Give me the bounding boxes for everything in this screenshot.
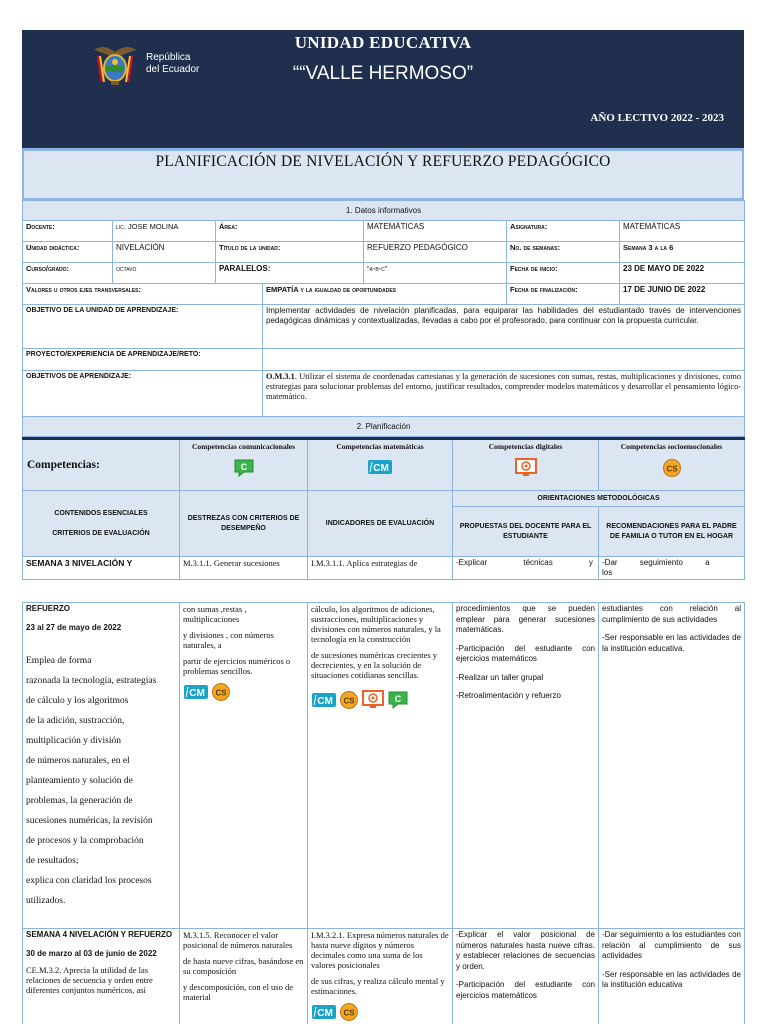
matematica-icon [183,683,209,701]
competencia-comunicacional [180,439,308,491]
competencia-matematica [308,439,453,491]
criterio-line: de números naturales, en el [26,756,130,766]
republic-line-2: del Ecuador [146,64,200,75]
week3-destreza-b2: y divisiones , con números naturales, a [183,630,274,650]
matematica-icon [311,691,337,709]
school-header [22,30,744,148]
col-destrezas: DESTREZAS CON CRITERIOS DE DESEMPEÑO [180,491,308,557]
matematica-icon [367,458,393,476]
criterio-line: explica con claridad los procesos [26,876,152,886]
competencia-digital-label: Competencias digitales [488,442,563,451]
week4-destreza-2: de hasta nueve cifras, basándose en su composición [183,956,304,976]
week3-title-a: SEMANA 3 NIVELACIÓN Y [23,557,180,580]
week3-title-b: REFUERZO [26,604,70,613]
week3-indicador-b2: de sucesiones numéricas crecientes y decrecientes, y en la solución de situaciones cotidianas sencillas. [311,650,438,680]
socioemocional-icon [211,682,231,702]
week4-indicador-icons [311,1002,449,1022]
document-title: PLANIFICACIÓN DE NIVELACIÓN Y REFUERZO PEDAGÓGICO [155,153,611,170]
titulo-label: Título de la unidad: [216,242,364,263]
col-recomendaciones: RECOMENDACIONES PARA EL PADRE DE FAMILIA O TUTOR EN EL HOGAR [599,507,745,557]
inicio-value: 23 DE MAYO DE 2022 [620,263,745,284]
week3-recom-b2: -Ser responsable en las actividades de la institución educativa. [602,633,741,653]
col-contenidos-criterios [23,491,180,557]
digital-icon [361,690,385,710]
socioemocional-icon [339,1002,359,1022]
criterio-line: de cálculo y los algoritmos [26,696,129,706]
republic-line-1: República [146,52,191,63]
comunicacional-icon [233,458,255,478]
week3-indicador-b1: cálculo, los algoritmos de adiciones, sustracciones, multiplicaciones y divisiones con números naturales, y la tecnología en la construcción [311,604,441,644]
week4-propuesta-cell [453,929,599,1024]
col-indicadores: INDICADORES DE EVALUACIÓN [308,491,453,557]
unidad-value: NIVELACIÓN [113,242,216,263]
docente-label: Docente: [23,221,113,242]
criterio-line: razonada la tecnología, estrategias [26,676,157,686]
week4-recom-2: -Ser responsable en las actividades de la institución educativa [602,969,741,989]
school-year: AÑO LECTIVO 2022 - 2023 [590,112,724,124]
week3-recom-b1: estudiantes con relación al cumplimiento de sus actividades [602,604,741,624]
criterio-line: planteamiento y solución de [26,776,133,786]
planning-table-continued [22,602,745,1024]
week4-propuesta-1: -Explicar el valor posicional de números naturales hasta nueve cifras. y establecer relaciones de secuencias y orden. [456,930,595,971]
week4-title: SEMANA 4 NIVELACIÓN Y REFUERZO [26,930,173,939]
week4-indicador-cell [308,929,453,1024]
matematica-icon [311,1003,337,1021]
school-name: ““VALLE HERMOSO” [292,63,474,84]
week4-indicador-1: I.M.3.2.1. Expresa números naturales de hasta nueve dígitos y números decimales como una suma de los valores posicionales [311,930,449,970]
socioemocional-icon [339,690,359,710]
valores-value: EMPATÍA y la igualdad de oportunidades [263,284,507,305]
socioemocional-icon [662,458,682,478]
week3-propuesta-a: -Explicar técnicas y [453,557,599,580]
criterio-line: de resultados; [26,856,79,866]
objetivos-aprendizaje-label: OBJETIVOS DE APRENDIZAJE: [23,371,263,417]
finalizacion-value: 17 DE JUNIO DE 2022 [620,284,745,305]
week3-recom-a: -Dar seguimiento a los [599,557,745,580]
criterio-line: multiplicación y división [26,736,121,746]
week3-criterio [26,651,176,911]
week3-destreza-b3: partir de ejercicios numéricos o problemas sencillos. [183,656,291,676]
area-label: Área: [216,221,364,242]
criterio-line: sucesiones numéricas, la revisión [26,816,153,826]
week4-recom-1: -Dar seguimiento a los estudiantes con relación al cumplimiento de sus actividades [602,930,741,960]
col-contenidos: CONTENIDOS ESENCIALES [54,509,148,517]
col-propuestas: PROPUESTAS DEL DOCENTE PARA EL ESTUDIANTE [453,507,599,557]
week3-destreza-cell [180,603,308,929]
week4-content-cell [23,929,180,1024]
week3-destreza-a: M.3.1.1. Generar sucesiones [180,557,308,580]
week3-indicador-a: I.M.3.1.1. Aplica estrategias de [308,557,453,580]
competencia-matematica-label: Competencias matemáticas [336,442,424,451]
col-criterios: CRITERIOS DE EVALUACIÓN [52,529,150,537]
om-code: O.M.3.1 [266,372,295,381]
competencia-comunicacional-label: Competencias comunicacionales [191,442,296,451]
criterio-line: de la adición, sustracción, [26,716,125,726]
asignatura-value: MATEMÁTICAS [620,221,745,242]
finalizacion-label: Fecha de finalización: [507,284,620,305]
week3-propuesta-cell [453,603,599,929]
asignatura-label: Asignatura: [507,221,620,242]
valores-label: Valores u otros ejes transversales: [23,284,263,305]
paralelos-value: “a-b-c” [364,263,507,284]
document-title-bar [22,148,744,200]
competencias-label: Competencias: [23,439,180,491]
criterio-line: utilizados. [26,896,66,906]
week3-content-cell [23,603,180,929]
criterio-line: problemas, la generación de [26,796,133,806]
week3-indicador-icons [311,690,449,710]
week3-recom-cell [599,603,745,929]
criterio-line: Emplea de forma [26,656,92,666]
paralelos-label: PARALELOS: [216,263,364,284]
week3-propuesta-b3: -Realizar un taller grupal [456,672,544,682]
week3-destreza-icons [183,682,304,702]
week3-indicador-cell [308,603,453,929]
week4-propuesta-2: -Participación del estudiante con ejercicios matemáticos [456,980,595,1000]
week4-indicador-2: de sus cifras, y realiza cálculo mental y estimaciones. [311,976,445,996]
titulo-value: REFUERZO PEDAGÓGICO [364,242,507,263]
unidad-label: Unidad didáctica: [23,242,113,263]
col-orientaciones: ORIENTACIONES METODOLÓGICAS [453,491,745,507]
curso-value: octavo [113,263,216,284]
area-value: MATEMÁTICAS [364,221,507,242]
digital-icon [514,458,538,478]
week4-destreza-1: M.3.1.5. Reconocer el valor posicional de números naturales [183,930,293,950]
school-title: UNIDAD EDUCATIVA [294,33,472,52]
week3-propuesta-b2: -Participación del estudiante con ejercicios matemáticos [456,643,595,663]
proyecto-value [263,349,745,371]
week3-destreza-b1: con sumas ,restas , multiplicaciones [183,604,247,624]
objetivos-aprendizaje-body: . Utilizar el sistema de coordenadas cartesianas y la generación de sucesiones con sumas, restas, multiplicaciones y divisiones, como estrategias para solucionar problemas del entorno, justificar resultados, comprender modelos matemáticos y desarrollar el pensamiento lógico-matemático. [266,372,741,401]
page-break-gap [22,580,744,602]
document-page [22,30,744,1024]
curso-label: Curso/grado: [23,263,113,284]
week4-dates: 30 de marzo al 03 de junio de 2022 [26,948,157,958]
week4-criterio: CE.M.3.2. Aprecia la utilidad de las relaciones de secuencia y orden entre diferentes conjuntos numéricos, así [26,965,153,995]
competencia-socioemocional [599,439,745,491]
week4-destreza-cell [180,929,308,1024]
comunicacional-icon [387,690,409,710]
docente-value: lic. JOSE MOLINA [113,221,216,242]
info-table [22,200,745,437]
objetivos-aprendizaje-text [263,371,745,417]
section-1-header: 1. Datos informativos [23,201,745,221]
semanas-value: Semana 3 a la 6 [620,242,745,263]
competencia-digital [453,439,599,491]
inicio-label: Fecha de inicio: [507,263,620,284]
criterio-line: de procesos y la comprobación [26,836,144,846]
proyecto-label: PROYECTO/EXPERIENCIA DE APRENDIZAJE/RETO: [23,349,263,371]
semanas-label: No. de semanas: [507,242,620,263]
objetivo-unidad-label: OBJETIVO DE LA UNIDAD DE APRENDIZAJE: [23,305,263,349]
competencia-socioemocional-label: Competencias socioemocionales [620,442,723,451]
week3-dates: 23 al 27 de mayo de 2022 [26,622,122,632]
objetivo-unidad-text: Implementar actividades de nivelación planificadas, para equiparar las habilidades del estudiantado través de intervenciones pedagógicas dinámicas y contextualizadas, llevadas a cabo por el profesorado, para continuar con la propuesta curricular. [263,305,745,349]
week4-recom-cell [599,929,745,1024]
week3-propuesta-b1: procedimientos que se pueden emplear para generar sucesiones matemáticas. [456,604,595,634]
planning-table [22,437,745,580]
week4-destreza-3: y descomposición, con el uso de material [183,982,294,1002]
section-2-header: 2. Planificación [23,417,745,437]
week3-propuesta-b4: -Retroalimentación y refuerzo [456,691,561,700]
